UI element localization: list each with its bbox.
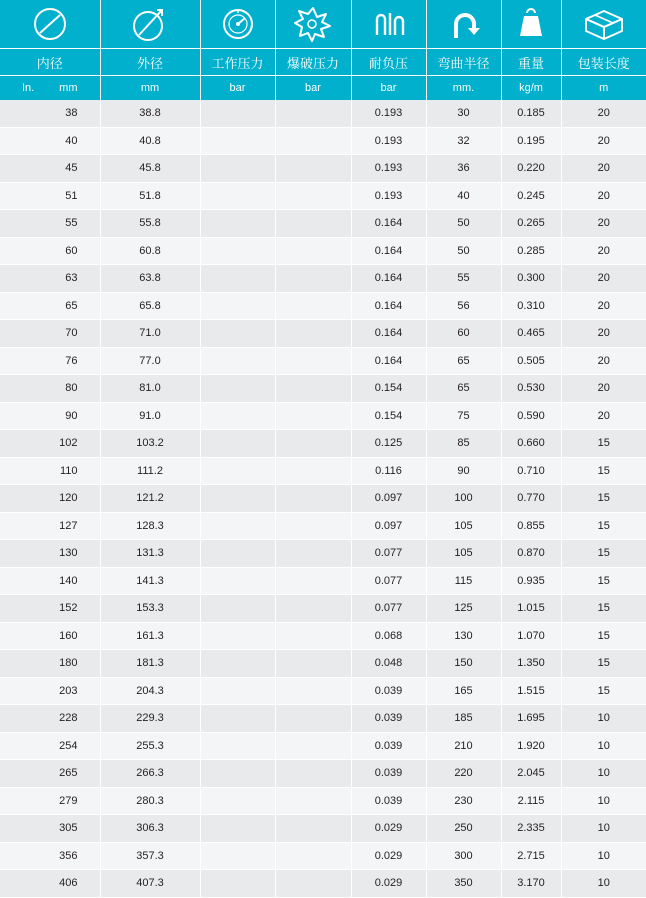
cell-working-pressure bbox=[200, 650, 275, 678]
cell-burst-pressure bbox=[275, 485, 351, 513]
cell-inner-diameter: 152 bbox=[0, 595, 100, 623]
unit-burst-pressure: bar bbox=[275, 76, 351, 101]
cell-outer-diameter: 280.3 bbox=[100, 787, 200, 815]
cell-burst-pressure bbox=[275, 650, 351, 678]
cell-bend-radius: 300 bbox=[426, 842, 501, 870]
cell-working-pressure bbox=[200, 567, 275, 595]
cell-bend-radius: 150 bbox=[426, 650, 501, 678]
cell-outer-diameter: 204.3 bbox=[100, 677, 200, 705]
header-cell-package-length bbox=[561, 0, 646, 49]
cell-vacuum: 0.029 bbox=[351, 870, 426, 898]
cell-working-pressure bbox=[200, 540, 275, 568]
cell-vacuum: 0.164 bbox=[351, 210, 426, 238]
cell-package-length: 20 bbox=[561, 237, 646, 265]
cell-weight: 0.770 bbox=[501, 485, 561, 513]
cell-package-length: 20 bbox=[561, 265, 646, 293]
cell-outer-diameter: 63.8 bbox=[100, 265, 200, 293]
cell-package-length: 10 bbox=[561, 842, 646, 870]
cell-vacuum: 0.097 bbox=[351, 512, 426, 540]
cell-inner-diameter: 140 bbox=[0, 567, 100, 595]
cell-burst-pressure bbox=[275, 760, 351, 788]
cell-package-length: 10 bbox=[561, 787, 646, 815]
cell-bend-radius: 30 bbox=[426, 100, 501, 127]
cell-burst-pressure bbox=[275, 540, 351, 568]
header-cell-burst-pressure bbox=[275, 0, 351, 49]
cell-inner-diameter: 406 bbox=[0, 870, 100, 898]
cell-weight: 0.300 bbox=[501, 265, 561, 293]
table-row bbox=[0, 787, 646, 815]
cell-vacuum: 0.077 bbox=[351, 595, 426, 623]
cell-outer-diameter: 131.3 bbox=[100, 540, 200, 568]
cell-bend-radius: 40 bbox=[426, 182, 501, 210]
unit-weight: kg/m bbox=[501, 76, 561, 101]
cell-package-length: 15 bbox=[561, 622, 646, 650]
table-row bbox=[0, 457, 646, 485]
table-row bbox=[0, 512, 646, 540]
unit-working-pressure: bar bbox=[200, 76, 275, 101]
cell-outer-diameter: 161.3 bbox=[100, 622, 200, 650]
cell-working-pressure bbox=[200, 210, 275, 238]
cell-outer-diameter: 153.3 bbox=[100, 595, 200, 623]
cell-working-pressure bbox=[200, 677, 275, 705]
cell-outer-diameter: 266.3 bbox=[100, 760, 200, 788]
cell-inner-diameter: 127 bbox=[0, 512, 100, 540]
cell-vacuum: 0.029 bbox=[351, 842, 426, 870]
cell-weight: 0.220 bbox=[501, 155, 561, 183]
cell-package-length: 15 bbox=[561, 540, 646, 568]
cell-package-length: 20 bbox=[561, 347, 646, 375]
unit-vacuum: bar bbox=[351, 76, 426, 101]
unit-bend-radius: mm. bbox=[426, 76, 501, 101]
cell-bend-radius: 165 bbox=[426, 677, 501, 705]
table-row bbox=[0, 650, 646, 678]
cell-vacuum: 0.068 bbox=[351, 622, 426, 650]
cell-inner-diameter: 130 bbox=[0, 540, 100, 568]
cell-bend-radius: 115 bbox=[426, 567, 501, 595]
cell-package-length: 20 bbox=[561, 100, 646, 127]
cell-vacuum: 0.193 bbox=[351, 155, 426, 183]
cell-weight: 1.920 bbox=[501, 732, 561, 760]
cell-vacuum: 0.077 bbox=[351, 567, 426, 595]
cell-inner-diameter: 60 bbox=[0, 237, 100, 265]
cell-outer-diameter: 181.3 bbox=[100, 650, 200, 678]
table-row bbox=[0, 677, 646, 705]
unit-package-length: m bbox=[561, 76, 646, 101]
cell-burst-pressure bbox=[275, 347, 351, 375]
cell-burst-pressure bbox=[275, 815, 351, 843]
header-icon-row bbox=[0, 0, 646, 49]
cell-package-length: 10 bbox=[561, 705, 646, 733]
cell-inner-diameter: 65 bbox=[0, 292, 100, 320]
cell-burst-pressure bbox=[275, 237, 351, 265]
cell-burst-pressure bbox=[275, 155, 351, 183]
cell-package-length: 10 bbox=[561, 760, 646, 788]
table-row bbox=[0, 870, 646, 898]
cell-package-length: 20 bbox=[561, 402, 646, 430]
vacuum-bars-icon bbox=[352, 0, 426, 48]
cell-working-pressure bbox=[200, 265, 275, 293]
cell-working-pressure bbox=[200, 402, 275, 430]
cell-outer-diameter: 55.8 bbox=[100, 210, 200, 238]
header-cell-outer-diameter bbox=[100, 0, 200, 49]
table-row bbox=[0, 567, 646, 595]
cell-weight: 1.070 bbox=[501, 622, 561, 650]
cell-outer-diameter: 128.3 bbox=[100, 512, 200, 540]
cell-vacuum: 0.039 bbox=[351, 732, 426, 760]
cell-vacuum: 0.039 bbox=[351, 705, 426, 733]
cell-working-pressure bbox=[200, 842, 275, 870]
cell-inner-diameter: 51 bbox=[0, 182, 100, 210]
header-cell-vacuum bbox=[351, 0, 426, 49]
table-row bbox=[0, 237, 646, 265]
cell-working-pressure bbox=[200, 127, 275, 155]
cell-inner-diameter: 40 bbox=[0, 127, 100, 155]
cell-bend-radius: 230 bbox=[426, 787, 501, 815]
cell-vacuum: 0.193 bbox=[351, 100, 426, 127]
cell-bend-radius: 220 bbox=[426, 760, 501, 788]
cell-package-length: 20 bbox=[561, 155, 646, 183]
cell-outer-diameter: 111.2 bbox=[100, 457, 200, 485]
cell-weight: 2.335 bbox=[501, 815, 561, 843]
cell-outer-diameter: 51.8 bbox=[100, 182, 200, 210]
unit-inner-mm: mm bbox=[59, 82, 77, 94]
cell-vacuum: 0.039 bbox=[351, 677, 426, 705]
cell-package-length: 15 bbox=[561, 677, 646, 705]
cell-vacuum: 0.077 bbox=[351, 540, 426, 568]
table-row bbox=[0, 842, 646, 870]
cell-inner-diameter: 254 bbox=[0, 732, 100, 760]
cell-burst-pressure bbox=[275, 870, 351, 898]
table-row bbox=[0, 815, 646, 843]
cell-inner-diameter: 102 bbox=[0, 430, 100, 458]
table-row bbox=[0, 347, 646, 375]
cell-outer-diameter: 81.0 bbox=[100, 375, 200, 403]
label-outer-diameter: 外径 bbox=[100, 49, 200, 76]
cell-burst-pressure bbox=[275, 100, 351, 127]
table-row bbox=[0, 265, 646, 293]
label-package-length: 包装长度 bbox=[561, 49, 646, 76]
table-row bbox=[0, 100, 646, 127]
cell-weight: 0.590 bbox=[501, 402, 561, 430]
cell-package-length: 20 bbox=[561, 210, 646, 238]
cell-working-pressure bbox=[200, 815, 275, 843]
cell-outer-diameter: 141.3 bbox=[100, 567, 200, 595]
cell-package-length: 10 bbox=[561, 732, 646, 760]
table-row bbox=[0, 732, 646, 760]
header-cell-inner-diameter bbox=[0, 0, 100, 49]
cell-bend-radius: 56 bbox=[426, 292, 501, 320]
unit-inner-diameter bbox=[0, 76, 100, 101]
cell-weight: 0.195 bbox=[501, 127, 561, 155]
cell-working-pressure bbox=[200, 347, 275, 375]
cell-burst-pressure bbox=[275, 622, 351, 650]
cell-inner-diameter: 110 bbox=[0, 457, 100, 485]
cell-weight: 2.115 bbox=[501, 787, 561, 815]
cell-package-length: 20 bbox=[561, 292, 646, 320]
cell-inner-diameter: 160 bbox=[0, 622, 100, 650]
cell-bend-radius: 130 bbox=[426, 622, 501, 650]
cell-bend-radius: 105 bbox=[426, 540, 501, 568]
cell-burst-pressure bbox=[275, 732, 351, 760]
cell-bend-radius: 105 bbox=[426, 512, 501, 540]
header-cell-working-pressure bbox=[200, 0, 275, 49]
cell-burst-pressure bbox=[275, 787, 351, 815]
cell-weight: 0.465 bbox=[501, 320, 561, 348]
cell-package-length: 10 bbox=[561, 870, 646, 898]
cell-burst-pressure bbox=[275, 320, 351, 348]
cell-bend-radius: 90 bbox=[426, 457, 501, 485]
cell-package-length: 15 bbox=[561, 485, 646, 513]
cell-vacuum: 0.193 bbox=[351, 182, 426, 210]
cell-vacuum: 0.193 bbox=[351, 127, 426, 155]
cell-vacuum: 0.164 bbox=[351, 320, 426, 348]
cell-burst-pressure bbox=[275, 127, 351, 155]
cell-bend-radius: 350 bbox=[426, 870, 501, 898]
weight-icon bbox=[502, 0, 561, 48]
cell-weight: 1.015 bbox=[501, 595, 561, 623]
cell-outer-diameter: 38.8 bbox=[100, 100, 200, 127]
cell-bend-radius: 250 bbox=[426, 815, 501, 843]
label-vacuum: 耐负压 bbox=[351, 49, 426, 76]
label-working-pressure: 工作压力 bbox=[200, 49, 275, 76]
table-row bbox=[0, 430, 646, 458]
table-row bbox=[0, 182, 646, 210]
cell-bend-radius: 50 bbox=[426, 237, 501, 265]
ring-cross-section-icon bbox=[0, 0, 100, 48]
cell-package-length: 15 bbox=[561, 567, 646, 595]
label-inner-diameter: 内径 bbox=[0, 49, 100, 76]
cell-burst-pressure bbox=[275, 402, 351, 430]
cell-working-pressure bbox=[200, 870, 275, 898]
cell-weight: 0.855 bbox=[501, 512, 561, 540]
cell-working-pressure bbox=[200, 320, 275, 348]
cell-weight: 0.710 bbox=[501, 457, 561, 485]
cell-burst-pressure bbox=[275, 567, 351, 595]
cell-bend-radius: 55 bbox=[426, 265, 501, 293]
cell-bend-radius: 125 bbox=[426, 595, 501, 623]
cell-weight: 2.715 bbox=[501, 842, 561, 870]
cell-inner-diameter: 180 bbox=[0, 650, 100, 678]
cell-bend-radius: 65 bbox=[426, 375, 501, 403]
label-weight: 重量 bbox=[501, 49, 561, 76]
cell-outer-diameter: 45.8 bbox=[100, 155, 200, 183]
cell-burst-pressure bbox=[275, 677, 351, 705]
cell-weight: 0.185 bbox=[501, 100, 561, 127]
cell-outer-diameter: 103.2 bbox=[100, 430, 200, 458]
cell-weight: 0.310 bbox=[501, 292, 561, 320]
cell-burst-pressure bbox=[275, 705, 351, 733]
cell-working-pressure bbox=[200, 760, 275, 788]
burst-star-icon bbox=[276, 0, 351, 48]
cell-vacuum: 0.039 bbox=[351, 787, 426, 815]
cell-bend-radius: 75 bbox=[426, 402, 501, 430]
cell-working-pressure bbox=[200, 512, 275, 540]
cell-weight: 0.245 bbox=[501, 182, 561, 210]
cell-inner-diameter: 63 bbox=[0, 265, 100, 293]
cell-bend-radius: 32 bbox=[426, 127, 501, 155]
table-row bbox=[0, 127, 646, 155]
cell-working-pressure bbox=[200, 787, 275, 815]
cell-weight: 3.170 bbox=[501, 870, 561, 898]
cell-burst-pressure bbox=[275, 375, 351, 403]
cell-weight: 2.045 bbox=[501, 760, 561, 788]
cell-burst-pressure bbox=[275, 292, 351, 320]
table-row bbox=[0, 402, 646, 430]
cell-inner-diameter: 38 bbox=[0, 100, 100, 127]
bend-radius-icon bbox=[427, 0, 501, 48]
cell-outer-diameter: 255.3 bbox=[100, 732, 200, 760]
unit-outer-diameter: mm bbox=[100, 76, 200, 101]
cell-weight: 0.660 bbox=[501, 430, 561, 458]
cell-vacuum: 0.048 bbox=[351, 650, 426, 678]
cell-bend-radius: 100 bbox=[426, 485, 501, 513]
cell-bend-radius: 65 bbox=[426, 347, 501, 375]
table-row bbox=[0, 292, 646, 320]
cell-inner-diameter: 45 bbox=[0, 155, 100, 183]
cell-burst-pressure bbox=[275, 595, 351, 623]
header-cell-weight bbox=[501, 0, 561, 49]
cell-bend-radius: 50 bbox=[426, 210, 501, 238]
cell-working-pressure bbox=[200, 705, 275, 733]
cell-weight: 1.695 bbox=[501, 705, 561, 733]
cell-working-pressure bbox=[200, 732, 275, 760]
cell-burst-pressure bbox=[275, 210, 351, 238]
cell-working-pressure bbox=[200, 100, 275, 127]
cell-outer-diameter: 60.8 bbox=[100, 237, 200, 265]
header-label-row bbox=[0, 49, 646, 76]
cell-working-pressure bbox=[200, 237, 275, 265]
cell-vacuum: 0.164 bbox=[351, 347, 426, 375]
cell-working-pressure bbox=[200, 485, 275, 513]
cell-inner-diameter: 80 bbox=[0, 375, 100, 403]
cell-working-pressure bbox=[200, 622, 275, 650]
table-row bbox=[0, 155, 646, 183]
cell-outer-diameter: 40.8 bbox=[100, 127, 200, 155]
cell-vacuum: 0.039 bbox=[351, 760, 426, 788]
cell-inner-diameter: 55 bbox=[0, 210, 100, 238]
cell-outer-diameter: 91.0 bbox=[100, 402, 200, 430]
cell-working-pressure bbox=[200, 375, 275, 403]
cell-vacuum: 0.164 bbox=[351, 292, 426, 320]
cell-package-length: 20 bbox=[561, 320, 646, 348]
table-row bbox=[0, 705, 646, 733]
cell-inner-diameter: 76 bbox=[0, 347, 100, 375]
cell-package-length: 15 bbox=[561, 595, 646, 623]
cell-weight: 1.515 bbox=[501, 677, 561, 705]
table-row bbox=[0, 622, 646, 650]
cell-package-length: 20 bbox=[561, 375, 646, 403]
cell-inner-diameter: 90 bbox=[0, 402, 100, 430]
cell-vacuum: 0.154 bbox=[351, 402, 426, 430]
cell-burst-pressure bbox=[275, 512, 351, 540]
pressure-gauge-icon bbox=[201, 0, 275, 48]
cell-outer-diameter: 121.2 bbox=[100, 485, 200, 513]
cell-working-pressure bbox=[200, 457, 275, 485]
cell-burst-pressure bbox=[275, 842, 351, 870]
table-row bbox=[0, 320, 646, 348]
cell-weight: 0.505 bbox=[501, 347, 561, 375]
header-unit-row bbox=[0, 76, 646, 101]
cell-vacuum: 0.029 bbox=[351, 815, 426, 843]
table-row bbox=[0, 375, 646, 403]
cell-weight: 0.935 bbox=[501, 567, 561, 595]
cell-inner-diameter: 265 bbox=[0, 760, 100, 788]
cell-working-pressure bbox=[200, 182, 275, 210]
cell-bend-radius: 210 bbox=[426, 732, 501, 760]
cell-inner-diameter: 70 bbox=[0, 320, 100, 348]
cell-package-length: 20 bbox=[561, 127, 646, 155]
cell-vacuum: 0.125 bbox=[351, 430, 426, 458]
cell-package-length: 10 bbox=[561, 815, 646, 843]
cell-vacuum: 0.164 bbox=[351, 237, 426, 265]
package-box-icon bbox=[562, 0, 646, 48]
cell-inner-diameter: 279 bbox=[0, 787, 100, 815]
cell-bend-radius: 185 bbox=[426, 705, 501, 733]
cell-bend-radius: 85 bbox=[426, 430, 501, 458]
ring-outer-diameter-icon bbox=[101, 0, 200, 48]
cell-package-length: 15 bbox=[561, 650, 646, 678]
cell-weight: 1.350 bbox=[501, 650, 561, 678]
cell-vacuum: 0.116 bbox=[351, 457, 426, 485]
cell-inner-diameter: 356 bbox=[0, 842, 100, 870]
cell-burst-pressure bbox=[275, 457, 351, 485]
cell-burst-pressure bbox=[275, 265, 351, 293]
cell-package-length: 20 bbox=[561, 182, 646, 210]
cell-inner-diameter: 228 bbox=[0, 705, 100, 733]
cell-weight: 0.285 bbox=[501, 237, 561, 265]
table-row bbox=[0, 210, 646, 238]
cell-vacuum: 0.154 bbox=[351, 375, 426, 403]
cell-weight: 0.265 bbox=[501, 210, 561, 238]
cell-inner-diameter: 203 bbox=[0, 677, 100, 705]
cell-weight: 0.530 bbox=[501, 375, 561, 403]
cell-outer-diameter: 306.3 bbox=[100, 815, 200, 843]
cell-outer-diameter: 71.0 bbox=[100, 320, 200, 348]
cell-package-length: 15 bbox=[561, 457, 646, 485]
cell-inner-diameter: 305 bbox=[0, 815, 100, 843]
cell-working-pressure bbox=[200, 292, 275, 320]
cell-working-pressure bbox=[200, 595, 275, 623]
header-cell-bend-radius bbox=[426, 0, 501, 49]
cell-outer-diameter: 65.8 bbox=[100, 292, 200, 320]
label-burst-pressure: 爆破压力 bbox=[275, 49, 351, 76]
cell-outer-diameter: 77.0 bbox=[100, 347, 200, 375]
cell-working-pressure bbox=[200, 430, 275, 458]
cell-vacuum: 0.164 bbox=[351, 265, 426, 293]
table-body bbox=[0, 100, 646, 897]
cell-inner-diameter: 120 bbox=[0, 485, 100, 513]
cell-outer-diameter: 357.3 bbox=[100, 842, 200, 870]
cell-weight: 0.870 bbox=[501, 540, 561, 568]
label-bend-radius: 弯曲半径 bbox=[426, 49, 501, 76]
cell-package-length: 15 bbox=[561, 512, 646, 540]
cell-outer-diameter: 229.3 bbox=[100, 705, 200, 733]
cell-burst-pressure bbox=[275, 182, 351, 210]
unit-inner-inch: In. bbox=[22, 82, 34, 94]
table-row bbox=[0, 485, 646, 513]
cell-bend-radius: 60 bbox=[426, 320, 501, 348]
table-row bbox=[0, 595, 646, 623]
cell-burst-pressure bbox=[275, 430, 351, 458]
cell-bend-radius: 36 bbox=[426, 155, 501, 183]
table-row bbox=[0, 540, 646, 568]
cell-outer-diameter: 407.3 bbox=[100, 870, 200, 898]
cell-vacuum: 0.097 bbox=[351, 485, 426, 513]
table-row bbox=[0, 760, 646, 788]
cell-package-length: 15 bbox=[561, 430, 646, 458]
cell-working-pressure bbox=[200, 155, 275, 183]
